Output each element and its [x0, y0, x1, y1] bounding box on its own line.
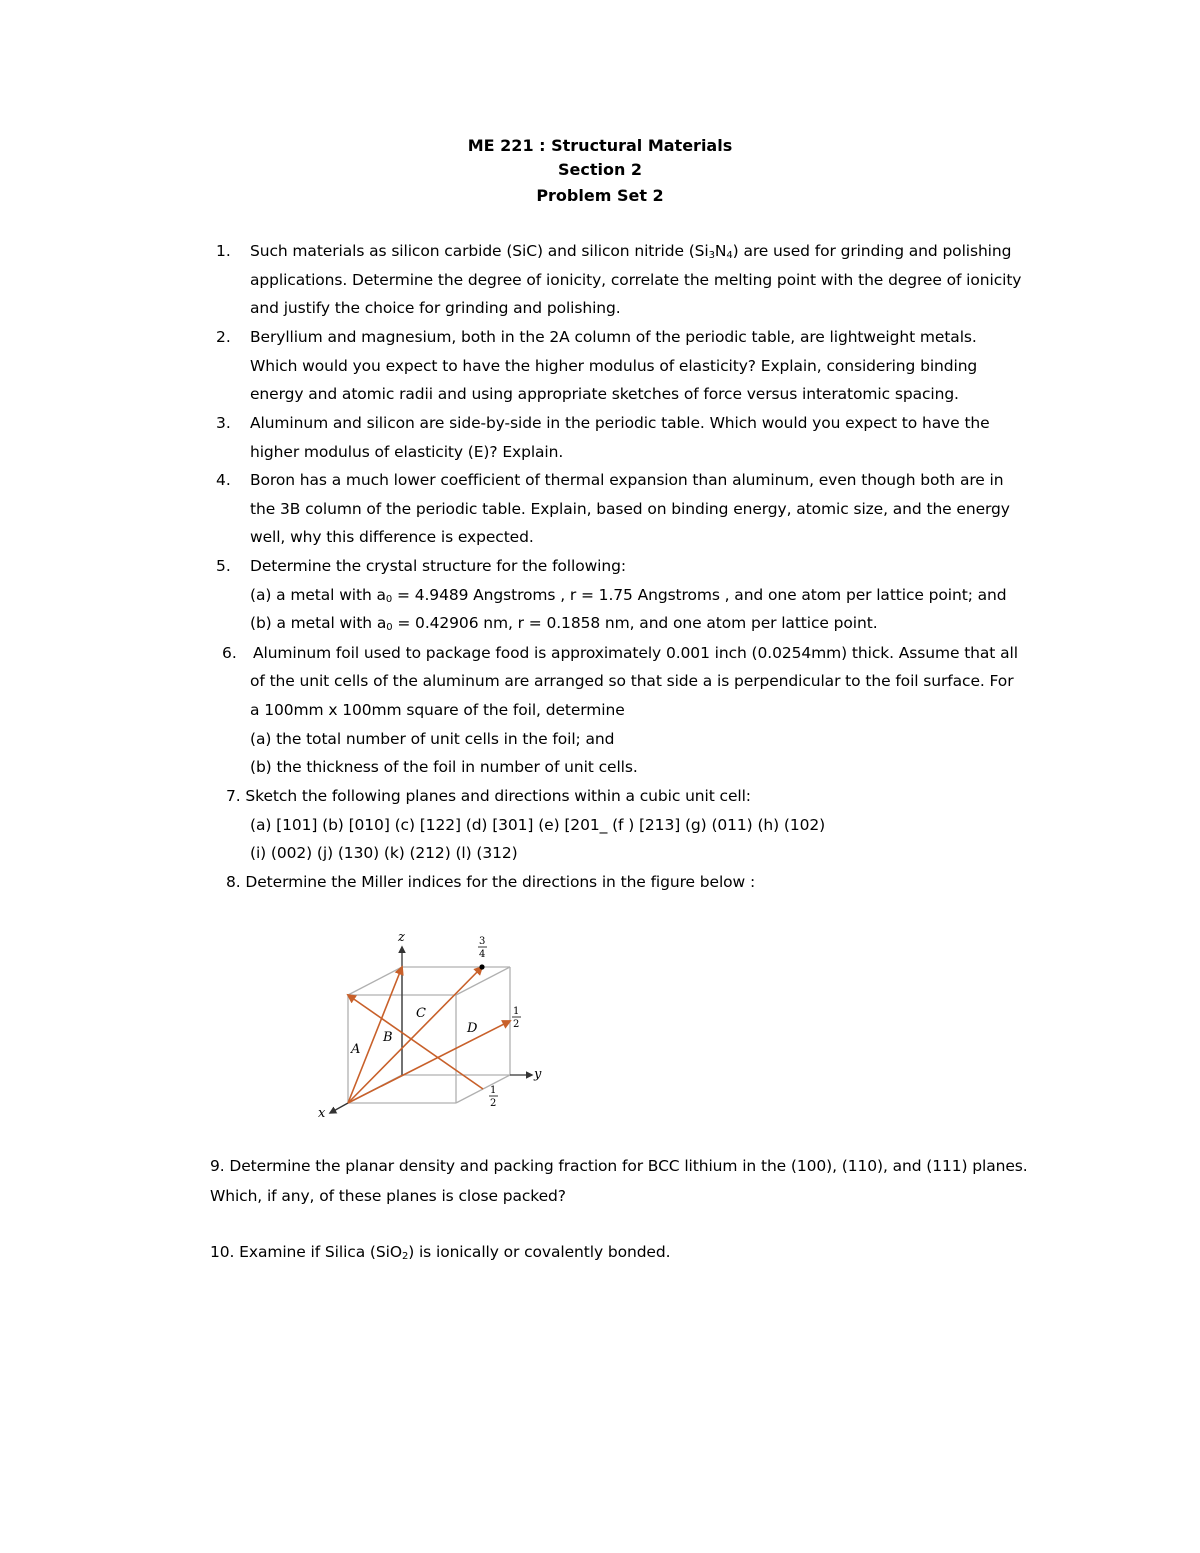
axis-y-label: y — [534, 1067, 542, 1082]
problem-7-line-3: (i) (002) (j) (130) (k) (212) (l) (312) — [250, 844, 518, 862]
problem-4-number: 4. — [216, 471, 231, 489]
problem-3-number: 3. — [216, 414, 231, 432]
problem-6-line-5: (b) the thickness of the foil in number of unit cells. — [250, 758, 638, 776]
label-a: A — [351, 1042, 361, 1057]
problem-2-line-1: Beryllium and magnesium, both in the 2A column of the periodic table, are lightweight metals. — [250, 328, 977, 346]
problem-6-number: 6. — [222, 644, 237, 662]
problem-6-line-4: (a) the total number of unit cells in the foil; and — [250, 730, 615, 748]
label-c: C — [416, 1006, 426, 1021]
problem-10-line-1: 10. Examine if Silica (SiO$_2$) is ionically or covalently bonded. — [210, 1243, 671, 1262]
frac-right-numerator: 1 — [513, 1006, 520, 1017]
problem-4-line-3: well, why this difference is expected. — [250, 528, 534, 546]
problem-3-line-1: Aluminum and silicon are side-by-side in the periodic table. Which would you expect to have the — [250, 414, 990, 432]
cube-edges — [348, 967, 510, 1103]
problem-1-line-3: and justify the choice for grinding and polishing. — [250, 299, 621, 317]
axis-x-label: x — [318, 1106, 326, 1121]
problem-7-line-2: (a) [101] (b) [010] (c) [122] (d) [301] (e) [201_ (f ) [213] (g) (011) (h) (102) — [250, 816, 826, 834]
problem-6-line-3: a 100mm x 100mm square of the foil, determine — [250, 701, 625, 719]
problem-4-line-2: the 3B column of the periodic table. Explain, based on binding energy, atomic size, and the energy — [250, 500, 1010, 518]
problem-set-title: Problem Set 2 — [536, 186, 664, 205]
problem-7-line-1: 7. Sketch the following planes and directions within a cubic unit cell: — [226, 787, 751, 805]
point-three-quarter — [479, 964, 484, 969]
direction-d-arrow — [348, 1021, 510, 1103]
axis-z-label: z — [398, 930, 405, 945]
problem-2-number: 2. — [216, 328, 231, 346]
problem-1-number: 1. — [216, 242, 231, 260]
label-d: D — [467, 1021, 478, 1036]
problem-9-line-2: Which, if any, of these planes is close packed? — [210, 1187, 566, 1205]
frac-right-denominator: 2 — [513, 1019, 520, 1030]
problem-1-line-2: applications. Determine the degree of ionicity, correlate the melting point with the degree of ionicity — [250, 271, 1022, 289]
problem-5-number: 5. — [216, 557, 231, 575]
problem-5-line-1: Determine the crystal structure for the following: — [250, 557, 626, 575]
problem-9-line-1: 9. Determine the planar density and packing fraction for BCC lithium in the (100), (110), and (111) planes. — [210, 1157, 1028, 1175]
course-title: ME 221 : Structural Materials — [467, 136, 733, 155]
unit-cell-figure — [310, 925, 560, 1125]
problem-3-line-2: higher modulus of elasticity (E)? Explain. — [250, 443, 564, 461]
frac-bottom-numerator: 1 — [490, 1085, 497, 1096]
problem-2-line-2: Which would you expect to have the higher modulus of elasticity? Explain, considering binding — [250, 357, 978, 375]
x-axis — [330, 1103, 348, 1113]
problem-6-line-1: Aluminum foil used to package food is approximately 0.001 inch (0.0254mm) thick. Assume that all — [253, 644, 1018, 662]
frac-bottom-denominator: 2 — [490, 1098, 497, 1109]
direction-a-arrow — [348, 967, 402, 1103]
problem-5-line-2: (a) a metal with $a_0 = 4.9489$ Angstroms , r = 1.75 Angstroms , and one atom per lattice point; and — [250, 586, 1007, 605]
frac-top-denominator: 4 — [479, 949, 486, 960]
problem-6-line-2: of the unit cells of the aluminum are arranged so that side a is perpendicular to the foil surface. For — [250, 672, 1014, 690]
problem-8-line-1: 8. Determine the Miller indices for the directions in the figure below : — [226, 873, 756, 891]
direction-b-arrow — [348, 967, 482, 1103]
label-b: B — [383, 1030, 393, 1045]
section-title: Section 2 — [557, 160, 643, 179]
problem-5-line-3: (b) a metal with $a_0 = 0.42906$ nm, r = 0.1858 nm, and one atom per lattice point. — [250, 614, 878, 633]
problem-4-line-1: Boron has a much lower coefficient of thermal expansion than aluminum, even though both are in — [250, 471, 1004, 489]
problem-2-line-3: energy and atomic radii and using appropriate sketches of force versus interatomic spacing. — [250, 385, 959, 403]
frac-top-numerator: 3 — [479, 936, 486, 947]
problem-1-line-1: Such materials as silicon carbide (SiC) and silicon nitride $(Si_3N_4)$ are used for grinding and polishing — [250, 242, 1012, 261]
